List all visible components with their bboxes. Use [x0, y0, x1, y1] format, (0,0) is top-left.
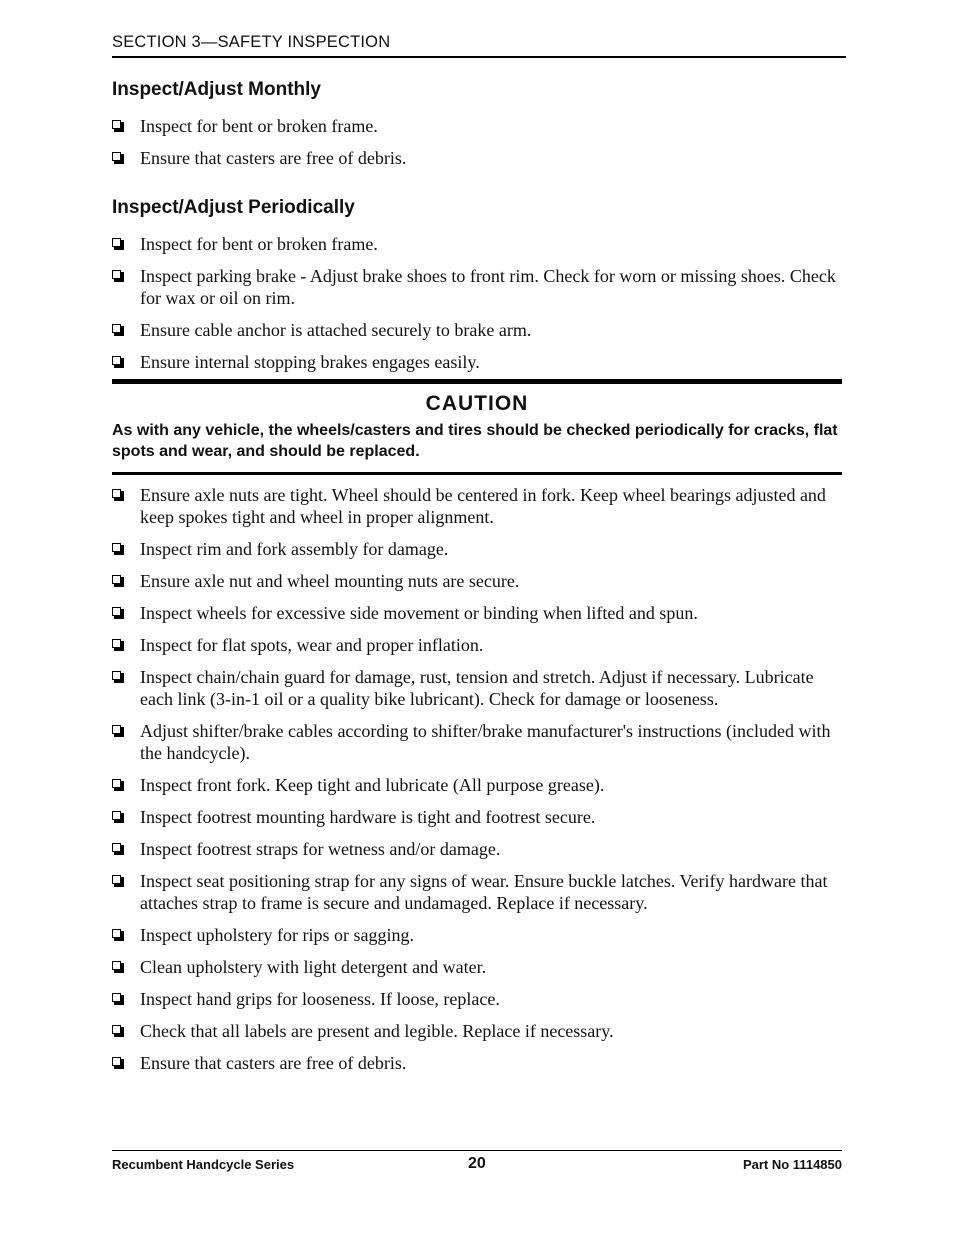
- checklist-item-text: Inspect for bent or broken frame.: [140, 116, 378, 136]
- checklist-item: [112, 988, 846, 1010]
- checkbox-icon: [112, 811, 121, 820]
- maintenance-checklist: [112, 484, 846, 1084]
- checkbox-icon: [112, 238, 121, 247]
- checklist-item: [112, 956, 846, 978]
- checklist-item: [112, 774, 846, 796]
- checklist-item-text: Ensure axle nut and wheel mounting nuts are secure.: [140, 571, 520, 591]
- checklist-item: [112, 319, 846, 341]
- checklist-item: [112, 1052, 846, 1074]
- page-footer: [112, 1150, 842, 1172]
- checklist-item-text: Ensure cable anchor is attached securely to brake arm.: [140, 320, 532, 340]
- checklist-item-text: Inspect seat positioning strap for any signs of wear. Ensure buckle latches. Verify hardware that attaches strap to frame is secure and undamaged. Replace if necessary.: [140, 871, 828, 913]
- checklist-item-text: Inspect for flat spots, wear and proper inflation.: [140, 635, 484, 655]
- checkbox-icon: [112, 993, 121, 1002]
- checkbox-icon: [112, 270, 121, 279]
- checklist-item-text: Inspect hand grips for looseness. If loose, replace.: [140, 989, 500, 1009]
- checklist-item: [112, 538, 846, 560]
- checklist-item-text: Inspect parking brake - Adjust brake shoes to front rim. Check for worn or missing shoes. Check for wax or oil on rim.: [140, 266, 836, 308]
- checkbox-icon: [112, 1025, 121, 1034]
- checkbox-icon: [112, 639, 121, 648]
- caution-box: [112, 379, 842, 475]
- checklist-item: [112, 484, 846, 528]
- checkbox-icon: [112, 779, 121, 788]
- checklist-item-text: Inspect footrest straps for wetness and/or damage.: [140, 839, 501, 859]
- checklist-item: [112, 634, 846, 656]
- footer-part-number: Part No 1114850: [742, 1157, 842, 1172]
- checkbox-icon: [112, 725, 121, 734]
- periodic-checklist: [112, 233, 846, 383]
- checklist-item-text: Inspect wheels for excessive side movement or binding when lifted and spun.: [140, 603, 698, 623]
- checklist-item: [112, 924, 846, 946]
- section-title: SECTION 3—SAFETY INSPECTION: [112, 33, 391, 51]
- checklist-item: [112, 838, 846, 860]
- checkbox-icon: [112, 324, 121, 333]
- checklist-item-text: Clean upholstery with light detergent and water.: [140, 957, 487, 977]
- caution-title: CAUTION: [425, 392, 529, 415]
- checklist-item: [112, 720, 846, 764]
- page-header: [112, 32, 846, 58]
- checkbox-icon: [112, 575, 121, 584]
- caution-text: As with any vehicle, the wheels/casters and tires should be checked periodically for cracks, flat spots and wear, and should be replaced.: [112, 422, 838, 460]
- checkbox-icon: [112, 356, 121, 365]
- checkbox-icon: [112, 543, 121, 552]
- checklist-item: [112, 870, 846, 914]
- checkbox-icon: [112, 929, 121, 938]
- checkbox-icon: [112, 1057, 121, 1066]
- checklist-item-text: Ensure internal stopping brakes engages easily.: [140, 352, 480, 372]
- checklist-item-text: Ensure axle nuts are tight. Wheel should be centered in fork. Keep wheel bearings adjusted and keep spokes tight and wheel in proper alignment.: [140, 485, 826, 527]
- checklist-item-text: Inspect chain/chain guard for damage, rust, tension and stretch. Adjust if necessary. Lubricate each link (3-in-1 oil or a quality bike lubricant). Check for damage or looseness.: [140, 667, 814, 709]
- checklist-item-text: Inspect for bent or broken frame.: [140, 234, 378, 254]
- checklist-item: [112, 147, 846, 169]
- heading-periodically: Inspect/Adjust Periodically: [112, 197, 355, 218]
- checklist-item: [112, 806, 846, 828]
- checklist-item-text: Inspect rim and fork assembly for damage.: [140, 539, 449, 559]
- checklist-item-text: Inspect footrest mounting hardware is tight and footrest secure.: [140, 807, 596, 827]
- checkbox-icon: [112, 120, 121, 129]
- checkbox-icon: [112, 843, 121, 852]
- checklist-item: [112, 115, 846, 137]
- checklist-item: [112, 233, 846, 255]
- page-number: 20: [468, 1155, 486, 1172]
- monthly-checklist: [112, 115, 846, 179]
- checklist-item-text: Ensure that casters are free of debris.: [140, 148, 407, 168]
- checklist-item-text: Check that all labels are present and legible. Replace if necessary.: [140, 1021, 614, 1041]
- checklist-item: [112, 265, 846, 309]
- checklist-item: [112, 1020, 846, 1042]
- checkbox-icon: [112, 961, 121, 970]
- checklist-item: [112, 570, 846, 592]
- checklist-item-text: Inspect upholstery for rips or sagging.: [140, 925, 414, 945]
- checkbox-icon: [112, 607, 121, 616]
- checkbox-icon: [112, 671, 121, 680]
- checklist-item-text: Adjust shifter/brake cables according to shifter/brake manufacturer's instructions (included with the handcycle).: [140, 721, 831, 763]
- checkbox-icon: [112, 875, 121, 884]
- checklist-item-text: Ensure that casters are free of debris.: [140, 1053, 407, 1073]
- checklist-item-text: Inspect front fork. Keep tight and lubricate (All purpose grease).: [140, 775, 605, 795]
- heading-monthly: Inspect/Adjust Monthly: [112, 79, 321, 100]
- checklist-item: [112, 351, 846, 373]
- checklist-item: [112, 666, 846, 710]
- checklist-item: [112, 602, 846, 624]
- footer-series: Recumbent Handcycle Series: [112, 1157, 295, 1172]
- checkbox-icon: [112, 152, 121, 161]
- checkbox-icon: [112, 489, 121, 498]
